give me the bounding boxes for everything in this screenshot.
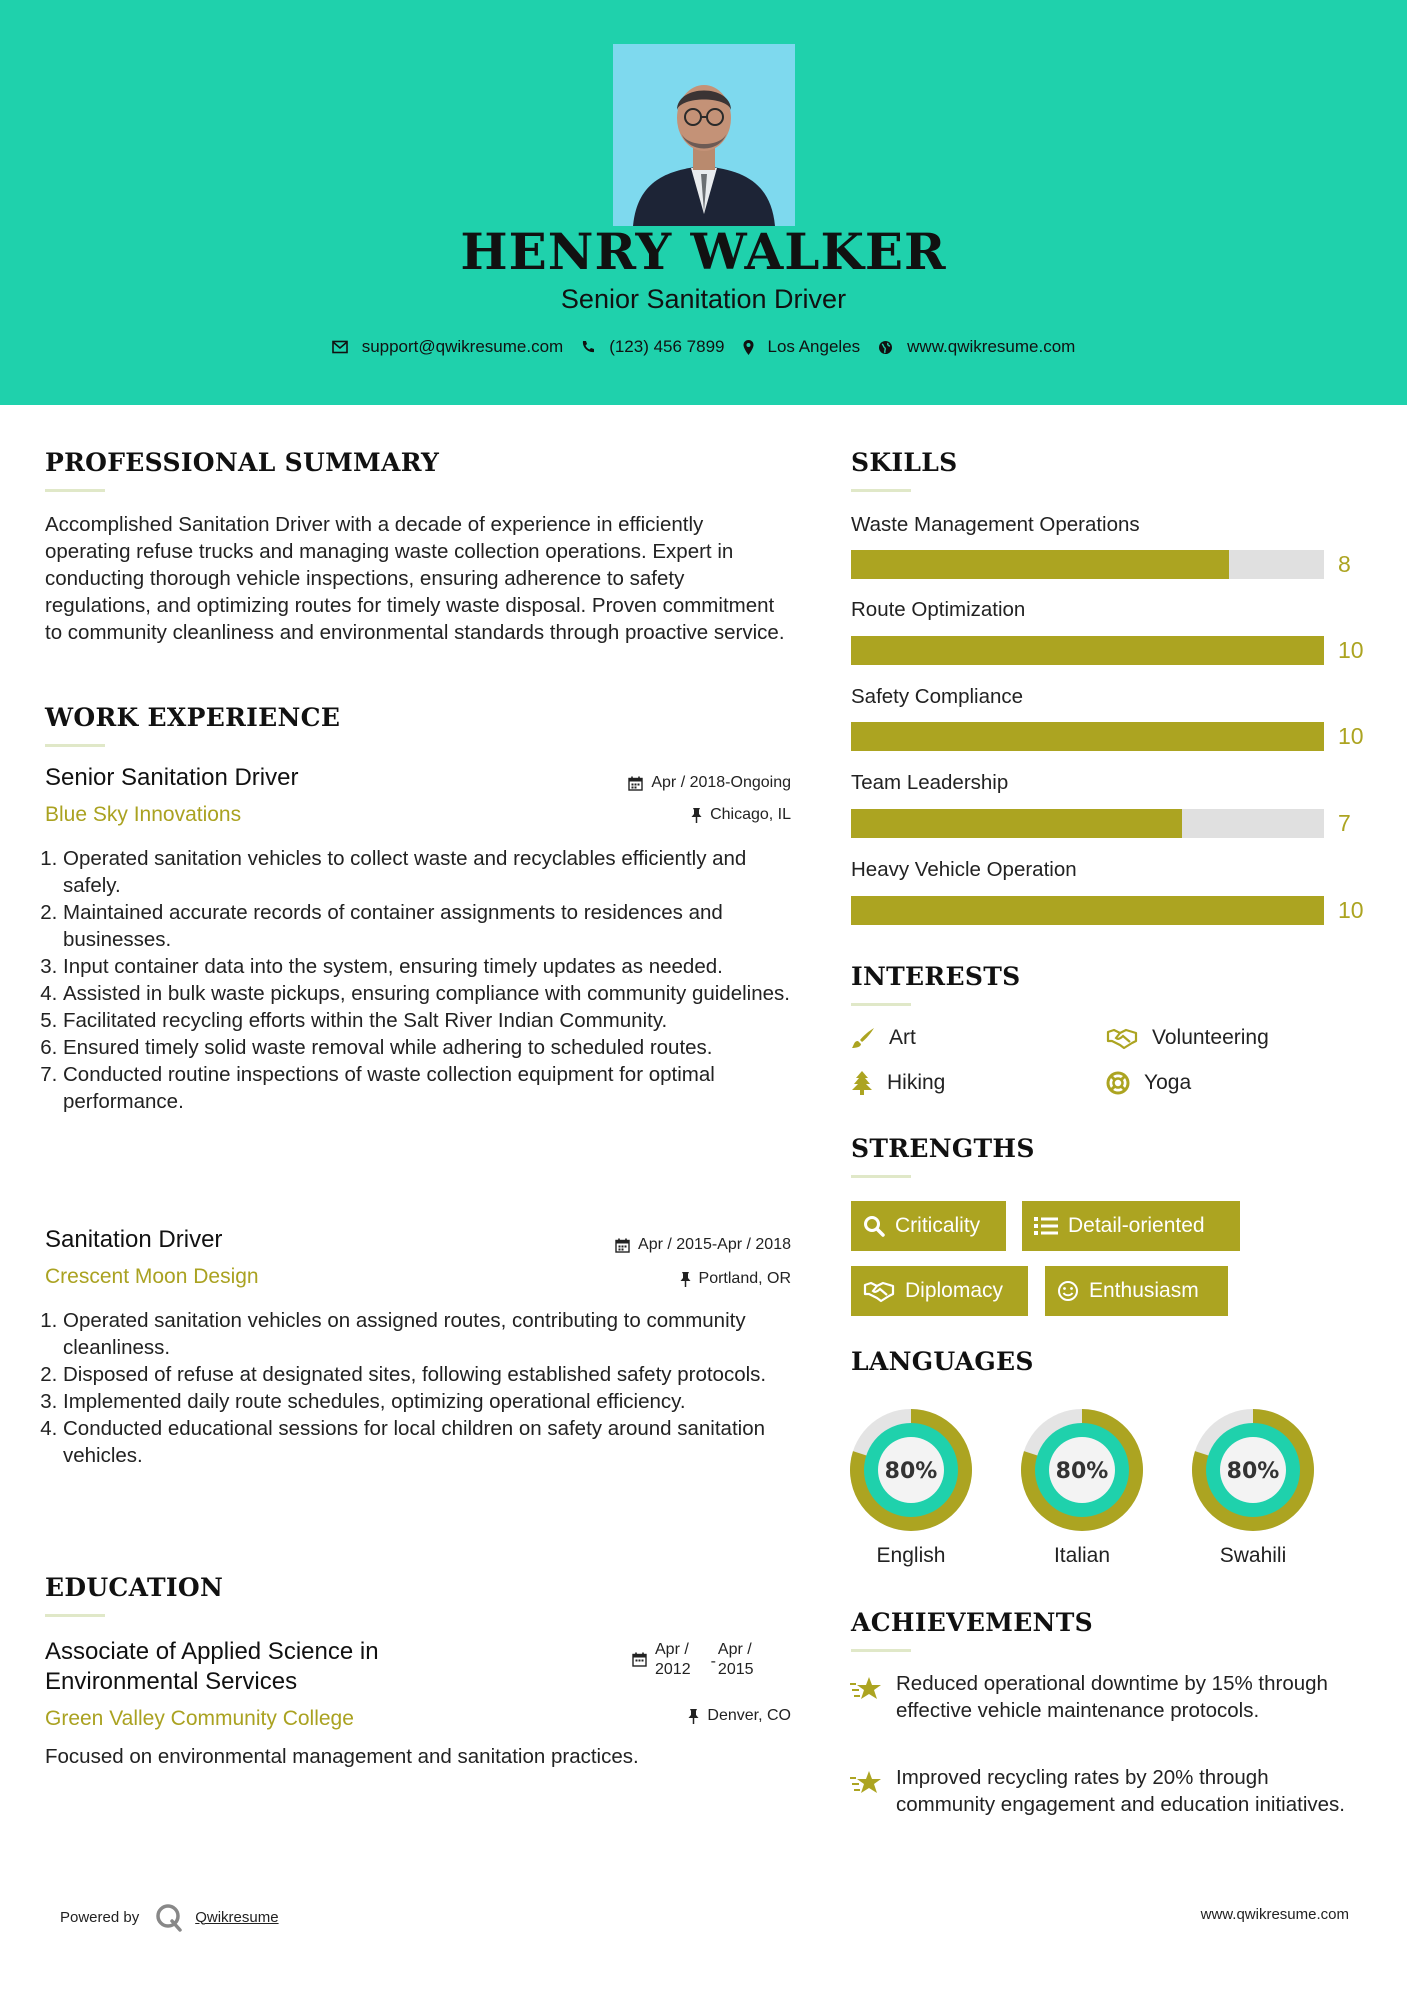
strengths-underline xyxy=(851,1175,911,1178)
education-location xyxy=(688,1707,791,1725)
strength-label: Enthusiasm xyxy=(1089,1279,1199,1302)
strength-label: Diplomacy xyxy=(905,1279,1004,1302)
ring-percent: 80% xyxy=(884,1459,938,1484)
handshake-icon xyxy=(863,1280,895,1302)
languages-heading: LANGUAGES xyxy=(851,1347,1034,1376)
contact-location xyxy=(743,337,861,357)
globe-icon xyxy=(878,340,893,355)
calendar-icon xyxy=(628,776,643,791)
job-2-location-text: Portland, OR xyxy=(698,1270,791,1287)
email-text: support@qwikresume.com xyxy=(361,337,564,356)
language-label: Swahili xyxy=(1219,1544,1287,1567)
location-text: Los Angeles xyxy=(767,337,861,356)
education-end xyxy=(718,1640,754,1680)
smile-icon xyxy=(1057,1280,1079,1302)
language-ring-italian xyxy=(1021,1409,1143,1531)
skill-bar-fill xyxy=(851,896,1324,925)
strength-chip-detail-oriented xyxy=(1022,1201,1240,1251)
job-1-company: Blue Sky Innovations xyxy=(45,803,242,826)
tree-icon xyxy=(851,1071,873,1095)
contact-phone[interactable] xyxy=(581,337,724,357)
pushpin-icon xyxy=(680,1272,691,1287)
education-description: Focused on environmental management and sanitation practices. xyxy=(45,1745,639,1768)
education-degree xyxy=(45,1637,379,1697)
education-date-dash: - xyxy=(710,1653,716,1670)
language-rings xyxy=(845,1404,1280,1534)
degree-line-1: Associate of Applied Science in xyxy=(45,1638,379,1665)
person-photo-icon xyxy=(613,44,795,226)
job-1-dates-text: Apr / 2018-Ongoing xyxy=(651,774,791,791)
education-heading: EDUCATION xyxy=(45,1573,224,1602)
contact-email[interactable] xyxy=(332,337,564,357)
header-banner xyxy=(0,0,1407,405)
job-1-location xyxy=(691,806,791,824)
calendar-icon xyxy=(632,1652,647,1667)
pushpin-icon xyxy=(688,1709,699,1724)
phone-icon xyxy=(581,340,595,354)
award-star-icon xyxy=(849,1768,883,1798)
envelope-icon xyxy=(332,340,348,354)
skill-value: 10 xyxy=(1338,723,1364,749)
education-start-year: 2012 xyxy=(655,1661,691,1678)
achievement-item: Reduced operational downtime by 15% through effective vehicle maintenance protocols. xyxy=(896,1672,1328,1722)
skill-label: Waste Management Operations xyxy=(851,513,1140,536)
qwikresume-link[interactable]: Qwikresume xyxy=(195,1908,279,1926)
candidate-name: HENRY WALKER xyxy=(460,222,947,281)
education-start xyxy=(655,1640,691,1680)
paintbrush-icon xyxy=(851,1027,875,1049)
skill-value: 10 xyxy=(1338,637,1364,663)
avatar xyxy=(613,44,795,226)
skill-bar-fill xyxy=(851,550,1229,579)
list-item: 7. Conducted routine inspections of waste collection equipment for optimal performance. xyxy=(63,1061,790,1115)
education-end-year: 2015 xyxy=(717,1661,754,1678)
ring-percent: 80% xyxy=(1055,1459,1109,1484)
strengths-heading: STRENGTHS xyxy=(851,1134,1035,1163)
search-icon xyxy=(863,1215,885,1237)
skill-label: Route Optimization xyxy=(851,598,1026,621)
job-2-title: Sanitation Driver xyxy=(45,1226,223,1253)
language-ring-english xyxy=(850,1409,972,1531)
list-item: 2. Maintained accurate records of container assignments to residences and businesses. xyxy=(63,899,790,953)
education-school: Green Valley Community College xyxy=(45,1707,354,1730)
calendar-icon xyxy=(615,1238,630,1253)
summary-text: Accomplished Sanitation Driver with a decade of experience in efficiently operating refuse trucks and managing waste collection operations. Expert in conducting thorough vehicle inspections, ensuring adherence to safety regulations, and optimizing routes for timely waste disposal. Proven commitment to community cleanliness and environmental standards through proactive service. xyxy=(45,513,785,644)
experience-heading: WORK EXPERIENCE xyxy=(45,703,341,732)
interests-heading: INTERESTS xyxy=(851,962,1021,991)
experience-underline xyxy=(45,744,105,747)
ring-percent: 80% xyxy=(1226,1459,1280,1484)
interest-item-art xyxy=(851,1026,916,1050)
job-2-dates-text: Apr / 2015-Apr / 2018 xyxy=(638,1236,791,1253)
skill-bar-fill xyxy=(851,636,1324,665)
skill-bar xyxy=(851,722,1324,751)
achievement-item: Improved recycling rates by 20% through community engagement and education initiatives. xyxy=(896,1766,1345,1816)
skill-label: Safety Compliance xyxy=(851,685,1024,708)
list-item: 1. Operated sanitation vehicles on assigned routes, contributing to community cleanliness. xyxy=(63,1307,790,1361)
skill-value: 10 xyxy=(1338,897,1364,923)
list-item: 2. Disposed of refuse at designated sites, following established safety protocols. xyxy=(63,1361,790,1388)
pushpin-icon xyxy=(691,808,702,823)
education-dates xyxy=(632,1640,754,1680)
qwikresume-logo-icon xyxy=(155,1903,183,1931)
skill-bar xyxy=(851,636,1324,665)
education-location-text: Denver, CO xyxy=(707,1707,791,1724)
skill-value: 7 xyxy=(1338,810,1351,836)
job-2-location xyxy=(680,1270,791,1288)
job-1-bullets xyxy=(45,845,790,1115)
strength-chip-diplomacy xyxy=(851,1266,1028,1316)
summary-underline xyxy=(45,489,105,492)
interest-item-hiking xyxy=(851,1071,945,1095)
list-item: 1. Operated sanitation vehicles to collect waste and recyclables efficiently and safely. xyxy=(63,845,790,899)
interest-label: Hiking xyxy=(887,1071,946,1094)
list-icon xyxy=(1034,1216,1058,1236)
language-label: English xyxy=(876,1544,946,1567)
skill-bar xyxy=(851,809,1324,838)
strength-chip-criticality xyxy=(851,1201,1006,1251)
interest-label: Yoga xyxy=(1144,1071,1192,1094)
job-2-dates xyxy=(615,1236,791,1254)
powered-by-text: Powered by xyxy=(60,1908,140,1926)
handshake-icon xyxy=(1106,1027,1138,1049)
website-text: www.qwikresume.com xyxy=(907,337,1076,356)
skill-bar xyxy=(851,896,1324,925)
achievements-underline xyxy=(851,1649,911,1652)
lifebuoy-icon xyxy=(1106,1071,1130,1095)
job-1-title: Senior Sanitation Driver xyxy=(45,764,299,791)
contact-website[interactable] xyxy=(878,337,1075,357)
skill-bar xyxy=(851,550,1324,579)
strength-label: Detail-oriented xyxy=(1068,1214,1205,1237)
job-1-location-text: Chicago, IL xyxy=(710,806,791,823)
footer-website: www.qwikresume.com xyxy=(1200,1906,1349,1923)
skills-heading: SKILLS xyxy=(851,448,958,477)
job-1-dates xyxy=(628,774,791,792)
candidate-job-title: Senior Sanitation Driver xyxy=(560,284,847,314)
degree-line-2: Environmental Services xyxy=(45,1668,298,1695)
skills-underline xyxy=(851,489,911,492)
education-start-month: Apr / xyxy=(655,1641,689,1658)
map-pin-icon xyxy=(743,340,754,355)
strength-chip-enthusiasm xyxy=(1045,1266,1228,1316)
interest-label: Art xyxy=(889,1026,916,1049)
list-item: 5. Facilitated recycling efforts within the Salt River Indian Community. xyxy=(63,1007,790,1034)
list-item: 3. Implemented daily route schedules, optimizing operational efficiency. xyxy=(63,1388,790,1415)
list-item: 3. Input container data into the system, ensuring timely updates as needed. xyxy=(63,953,790,980)
skill-bar-fill xyxy=(851,809,1182,838)
phone-text: (123) 456 7899 xyxy=(609,337,725,356)
strength-label: Criticality xyxy=(895,1214,981,1237)
skill-value: 8 xyxy=(1338,551,1351,577)
language-label: Italian xyxy=(1053,1544,1111,1567)
job-2-bullets xyxy=(45,1307,790,1469)
list-item: 6. Ensured timely solid waste removal while adhering to scheduled routes. xyxy=(63,1034,790,1061)
interests-underline xyxy=(851,1003,911,1006)
interest-item-yoga xyxy=(1106,1071,1191,1095)
award-star-icon xyxy=(849,1674,883,1704)
skill-label: Heavy Vehicle Operation xyxy=(851,858,1077,881)
education-underline xyxy=(45,1614,105,1617)
education-end-month: Apr / xyxy=(717,1641,752,1658)
skill-bar-fill xyxy=(851,722,1324,751)
list-item: 4. Assisted in bulk waste pickups, ensuring compliance with community guidelines. xyxy=(63,980,790,1007)
achievements-heading: ACHIEVEMENTS xyxy=(851,1608,1093,1637)
interest-label: Volunteering xyxy=(1152,1026,1269,1049)
interest-item-volunteering xyxy=(1106,1026,1269,1050)
language-ring-swahili xyxy=(1192,1409,1314,1531)
summary-heading: PROFESSIONAL SUMMARY xyxy=(45,448,440,477)
job-2-company: Crescent Moon Design xyxy=(45,1265,259,1288)
footer-powered-by xyxy=(60,1903,279,1931)
contact-row xyxy=(0,337,1407,357)
skill-label: Team Leadership xyxy=(851,771,1009,794)
list-item: 4. Conducted educational sessions for local children on safety around sanitation vehicles. xyxy=(63,1415,790,1469)
